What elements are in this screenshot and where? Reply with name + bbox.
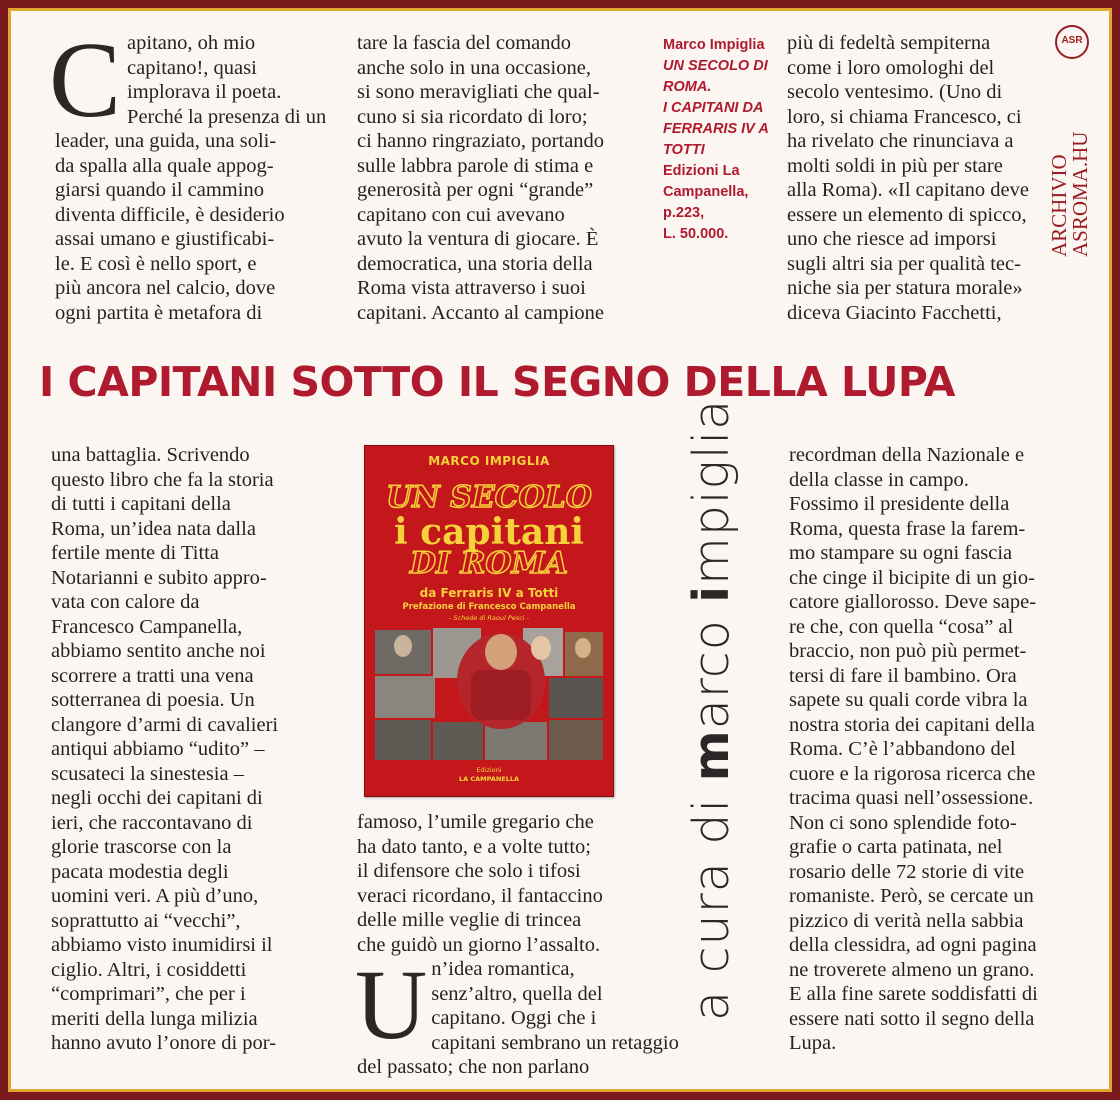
text-line: da spalla alla quale appog- <box>55 154 274 177</box>
text-line: delle mille veglie di trincea <box>357 909 582 931</box>
book-cover-preface: Prefazione di Francesco Campanella <box>402 602 576 612</box>
text-line: anche solo in una occasione, <box>357 56 591 79</box>
book-cover-image <box>364 445 614 797</box>
watermark-line-2: ASROMA.HU <box>1068 131 1092 257</box>
text-line: uno che riesce ad imporsi <box>787 228 997 250</box>
text-line: TOTTI <box>663 142 705 158</box>
text-line: ogni partita è metafora di <box>55 301 263 324</box>
seal-text: ASR <box>1061 35 1083 46</box>
sidebar-book-details <box>663 161 781 245</box>
text-line: sugli altri sia per qualità tec- <box>787 252 1021 275</box>
text-line: implorava il poeta. <box>127 81 282 103</box>
byline-part-3: mpiglia <box>683 398 740 585</box>
text-line: Roma vista attraverso i suoi <box>357 277 586 299</box>
text-line: tersi di fare il bambino. Ora <box>789 664 1017 687</box>
text-line: essere un elemento di spicco, <box>787 203 1027 226</box>
text-line: più ancora nel calcio, dove <box>55 277 276 299</box>
column-1-bottom <box>51 443 341 1056</box>
text-line: Lupa. <box>789 1032 837 1054</box>
text-line: pacata modestia degli <box>51 860 229 883</box>
text-line: UN SECOLO DI <box>663 58 768 74</box>
text-line: n’idea romantica, <box>431 958 575 980</box>
text-line: catore giallorosso. Deve sape- <box>789 591 1037 613</box>
text-line: grafie o carta patinata, nel <box>789 836 1003 858</box>
text-line: Non ci sono splendide foto- <box>789 811 1017 834</box>
text-line: uomini veri. A più d’uno, <box>51 885 259 907</box>
article-headline: I CAPITANI SOTTO IL SEGNO DELLA LUPA <box>39 358 955 406</box>
text-line: del passato; che non parlano <box>357 1056 590 1078</box>
text-line: scorrere a tratti una vena <box>51 664 254 687</box>
text-line: della clessidra, ad ogni pagina <box>789 934 1037 956</box>
col2-bottom-lines-a <box>357 810 657 957</box>
text-line: abbiamo visto inumidirsi il <box>51 934 273 956</box>
text-line: antiqui abbiamo “udito” – <box>51 738 265 760</box>
text-line: Roma, questa frase la farem- <box>789 517 1026 540</box>
text-line: capitano. Oggi che i <box>431 1007 597 1029</box>
byline-letter-m: m <box>683 729 740 782</box>
text-line: sulle labbra parole di stima e <box>357 154 594 177</box>
text-line: che cinge il bicipite di un gio- <box>789 566 1035 589</box>
text-line: romaniste. Però, se cercate un <box>789 885 1034 907</box>
text-line: Francesco Campanella, <box>51 615 243 638</box>
text-line: diventa difficile, è desiderio <box>55 203 285 226</box>
text-line: hanno avuto l’onore di por- <box>51 1032 277 1054</box>
text-line: si sono meravigliati che qual- <box>357 81 600 103</box>
text-line: apitano, oh mio <box>127 32 256 54</box>
byline-part-1: a cura di <box>683 781 740 1021</box>
text-line: Perché la presenza di un <box>127 105 327 128</box>
text-line: ne troverete almeno un grano. <box>789 958 1035 981</box>
column-1-top <box>49 21 327 325</box>
text-line: capitano!, quasi <box>127 56 257 79</box>
column-2-top <box>357 31 657 325</box>
text-line: Fossimo il presidente della <box>789 493 1010 515</box>
book-cover-photo-collage <box>373 626 605 761</box>
text-line: democratica, una storia della <box>357 252 593 275</box>
book-cover-publisher-line-2: LA CAMPANELLA <box>458 775 520 783</box>
col4-top-lines <box>787 31 1077 325</box>
text-line: le. E così è nello sport, e <box>55 252 257 275</box>
text-line: negli occhi dei capitani di <box>51 787 263 809</box>
book-cover-title-line-2: i capitani <box>393 511 585 553</box>
sidebar-author <box>663 35 781 56</box>
text-line: famoso, l’umile gregario che <box>357 811 594 833</box>
text-line: tracima quasi nell’ossessione. <box>789 787 1034 809</box>
text-line: ciglio. Altri, i cosiddetti <box>51 958 247 981</box>
text-line: Roma, un’idea nata dalla <box>51 517 256 540</box>
text-line: I CAPITANI DA <box>663 100 764 116</box>
text-line: sotterranea di poesia. Un <box>51 689 255 711</box>
text-line: veraci ricordano, il fantaccino <box>357 884 603 907</box>
text-line: recordman della Nazionale e <box>789 444 1025 466</box>
col4-bottom-lines <box>789 443 1079 1056</box>
book-info-sidebar <box>663 35 781 245</box>
sidebar-book-title <box>663 56 781 161</box>
text-line: rosario delle 72 storie di vite <box>789 860 1025 883</box>
text-line: molti soldi in più per stare <box>787 154 1003 177</box>
vertical-byline <box>683 399 740 1021</box>
text-line: Notarianni e subito appro- <box>51 566 267 589</box>
text-line: braccio, non può più permet- <box>789 640 1027 662</box>
byline-part-2: arco <box>683 602 740 730</box>
book-cover-sheets: - Schede di Raoul Pesci - <box>449 614 529 622</box>
text-line: questo libro che fa la storia <box>51 468 274 491</box>
text-line: generosità per ogni “grande” <box>357 179 594 201</box>
book-cover-author: MARCO IMPIGLIA <box>428 454 550 468</box>
text-line: L. 50.000. <box>663 226 729 242</box>
text-line: alla Roma). «Il capitano deve <box>787 179 1029 201</box>
text-line: capitano con cui avevano <box>357 203 565 226</box>
text-line: niche sia per statura morale» <box>787 277 1023 299</box>
text-line: pizzico di verità nella sabbia <box>789 909 1024 932</box>
column-4-top <box>787 31 1077 325</box>
col2-top-lines <box>357 31 657 325</box>
text-line: tare la fascia del comando <box>357 32 571 54</box>
text-line: capitani sembrano un retaggio <box>431 1031 679 1054</box>
text-line: che guidò un giorno l’assalto. <box>357 933 601 956</box>
book-cover-title-line-1: UN SECOLO <box>386 480 592 515</box>
dropcap-u: U <box>355 949 428 1060</box>
book-cover-title-line-3: DI ROMA <box>409 546 569 581</box>
text-line: capitani. Accanto al campione <box>357 301 605 324</box>
text-line: ci hanno ringraziato, portando <box>357 130 605 152</box>
text-line: FERRARIS IV A <box>663 121 769 137</box>
column-4-bottom <box>789 443 1079 1056</box>
text-line: diceva Giacinto Facchetti, <box>787 301 1002 324</box>
text-line: scusateci la sinestesia – <box>51 762 244 785</box>
text-line: meriti della lunga milizia <box>51 1007 258 1030</box>
col1-bottom-lines <box>51 443 341 1056</box>
text-line: di tutti i capitani della <box>51 493 231 515</box>
text-line: loro, si chiama Francesco, ci <box>787 105 1022 128</box>
text-line: ROMA. <box>663 79 712 95</box>
text-line: ha rivelato che rinunciava a <box>787 130 1014 152</box>
text-line: come i loro omologhi del <box>787 56 995 79</box>
text-line: giarsi quando il cammino <box>55 179 264 201</box>
text-line: avuto la ventura di giocare. È <box>357 228 599 250</box>
text-line: cuore e la rigorosa ricerca che <box>789 762 1036 785</box>
text-line: “comprimari”, che per i <box>51 983 246 1005</box>
text-line: re che, con quella “cosa” al <box>789 615 1014 638</box>
column-2-bottom <box>355 810 679 1080</box>
text-line: ha dato tanto, e a volte tutto; <box>357 835 591 858</box>
text-line: ieri, che raccontavano di <box>51 811 253 834</box>
text-line: Campanella, <box>663 184 749 200</box>
text-line: abbiamo sentito anche noi <box>51 640 266 662</box>
text-line: p.223, <box>663 205 705 221</box>
text-line: fertile mente di Titta <box>51 542 219 564</box>
text-line: vata con calore da <box>51 591 200 613</box>
text-line: mo stampare su ogni fascia <box>789 542 1013 564</box>
text-line: Marco Impiglia <box>663 37 765 53</box>
book-cover-publisher-line-1: Edizioni <box>476 766 502 774</box>
text-line: E alla fine sarete soddisfatti di <box>789 983 1038 1005</box>
watermark-line-1: ARCHIVIO <box>1047 154 1071 257</box>
byline-letter-i: i <box>683 584 740 603</box>
text-line: Roma. C’è l’abbandono del <box>789 738 1016 760</box>
text-line: glorie trascorse con la <box>51 836 232 858</box>
text-line: soprattutto ai “vecchi”, <box>51 909 241 932</box>
text-line: più di fedeltà sempiterna <box>787 32 991 54</box>
text-line: leader, una guida, una soli- <box>55 130 277 152</box>
book-cover-subtitle: da Ferraris IV a Totti <box>419 586 559 600</box>
magazine-page <box>8 8 1112 1092</box>
text-line: assai umano e giustificabi- <box>55 228 275 250</box>
text-line: una battaglia. Scrivendo <box>51 444 250 466</box>
text-line: essere nati sotto il segno della <box>789 1007 1035 1030</box>
text-line: sapete su quali corde vibra la <box>789 689 1028 711</box>
text-line: secolo ventesimo. (Uno di <box>787 81 1003 103</box>
text-line: senz’altro, quella del <box>431 982 603 1005</box>
text-line: cuno si sia ricordato di loro; <box>357 105 588 128</box>
text-line: nostra storia dei capitani della <box>789 713 1035 736</box>
text-line: il difensore che solo i tifosi <box>357 860 581 882</box>
text-line: Edizioni La <box>663 163 740 179</box>
text-line: della classe in campo. <box>789 468 969 491</box>
text-line: clangore d’armi di cavalieri <box>51 713 279 736</box>
dropcap-c: C <box>49 21 122 140</box>
